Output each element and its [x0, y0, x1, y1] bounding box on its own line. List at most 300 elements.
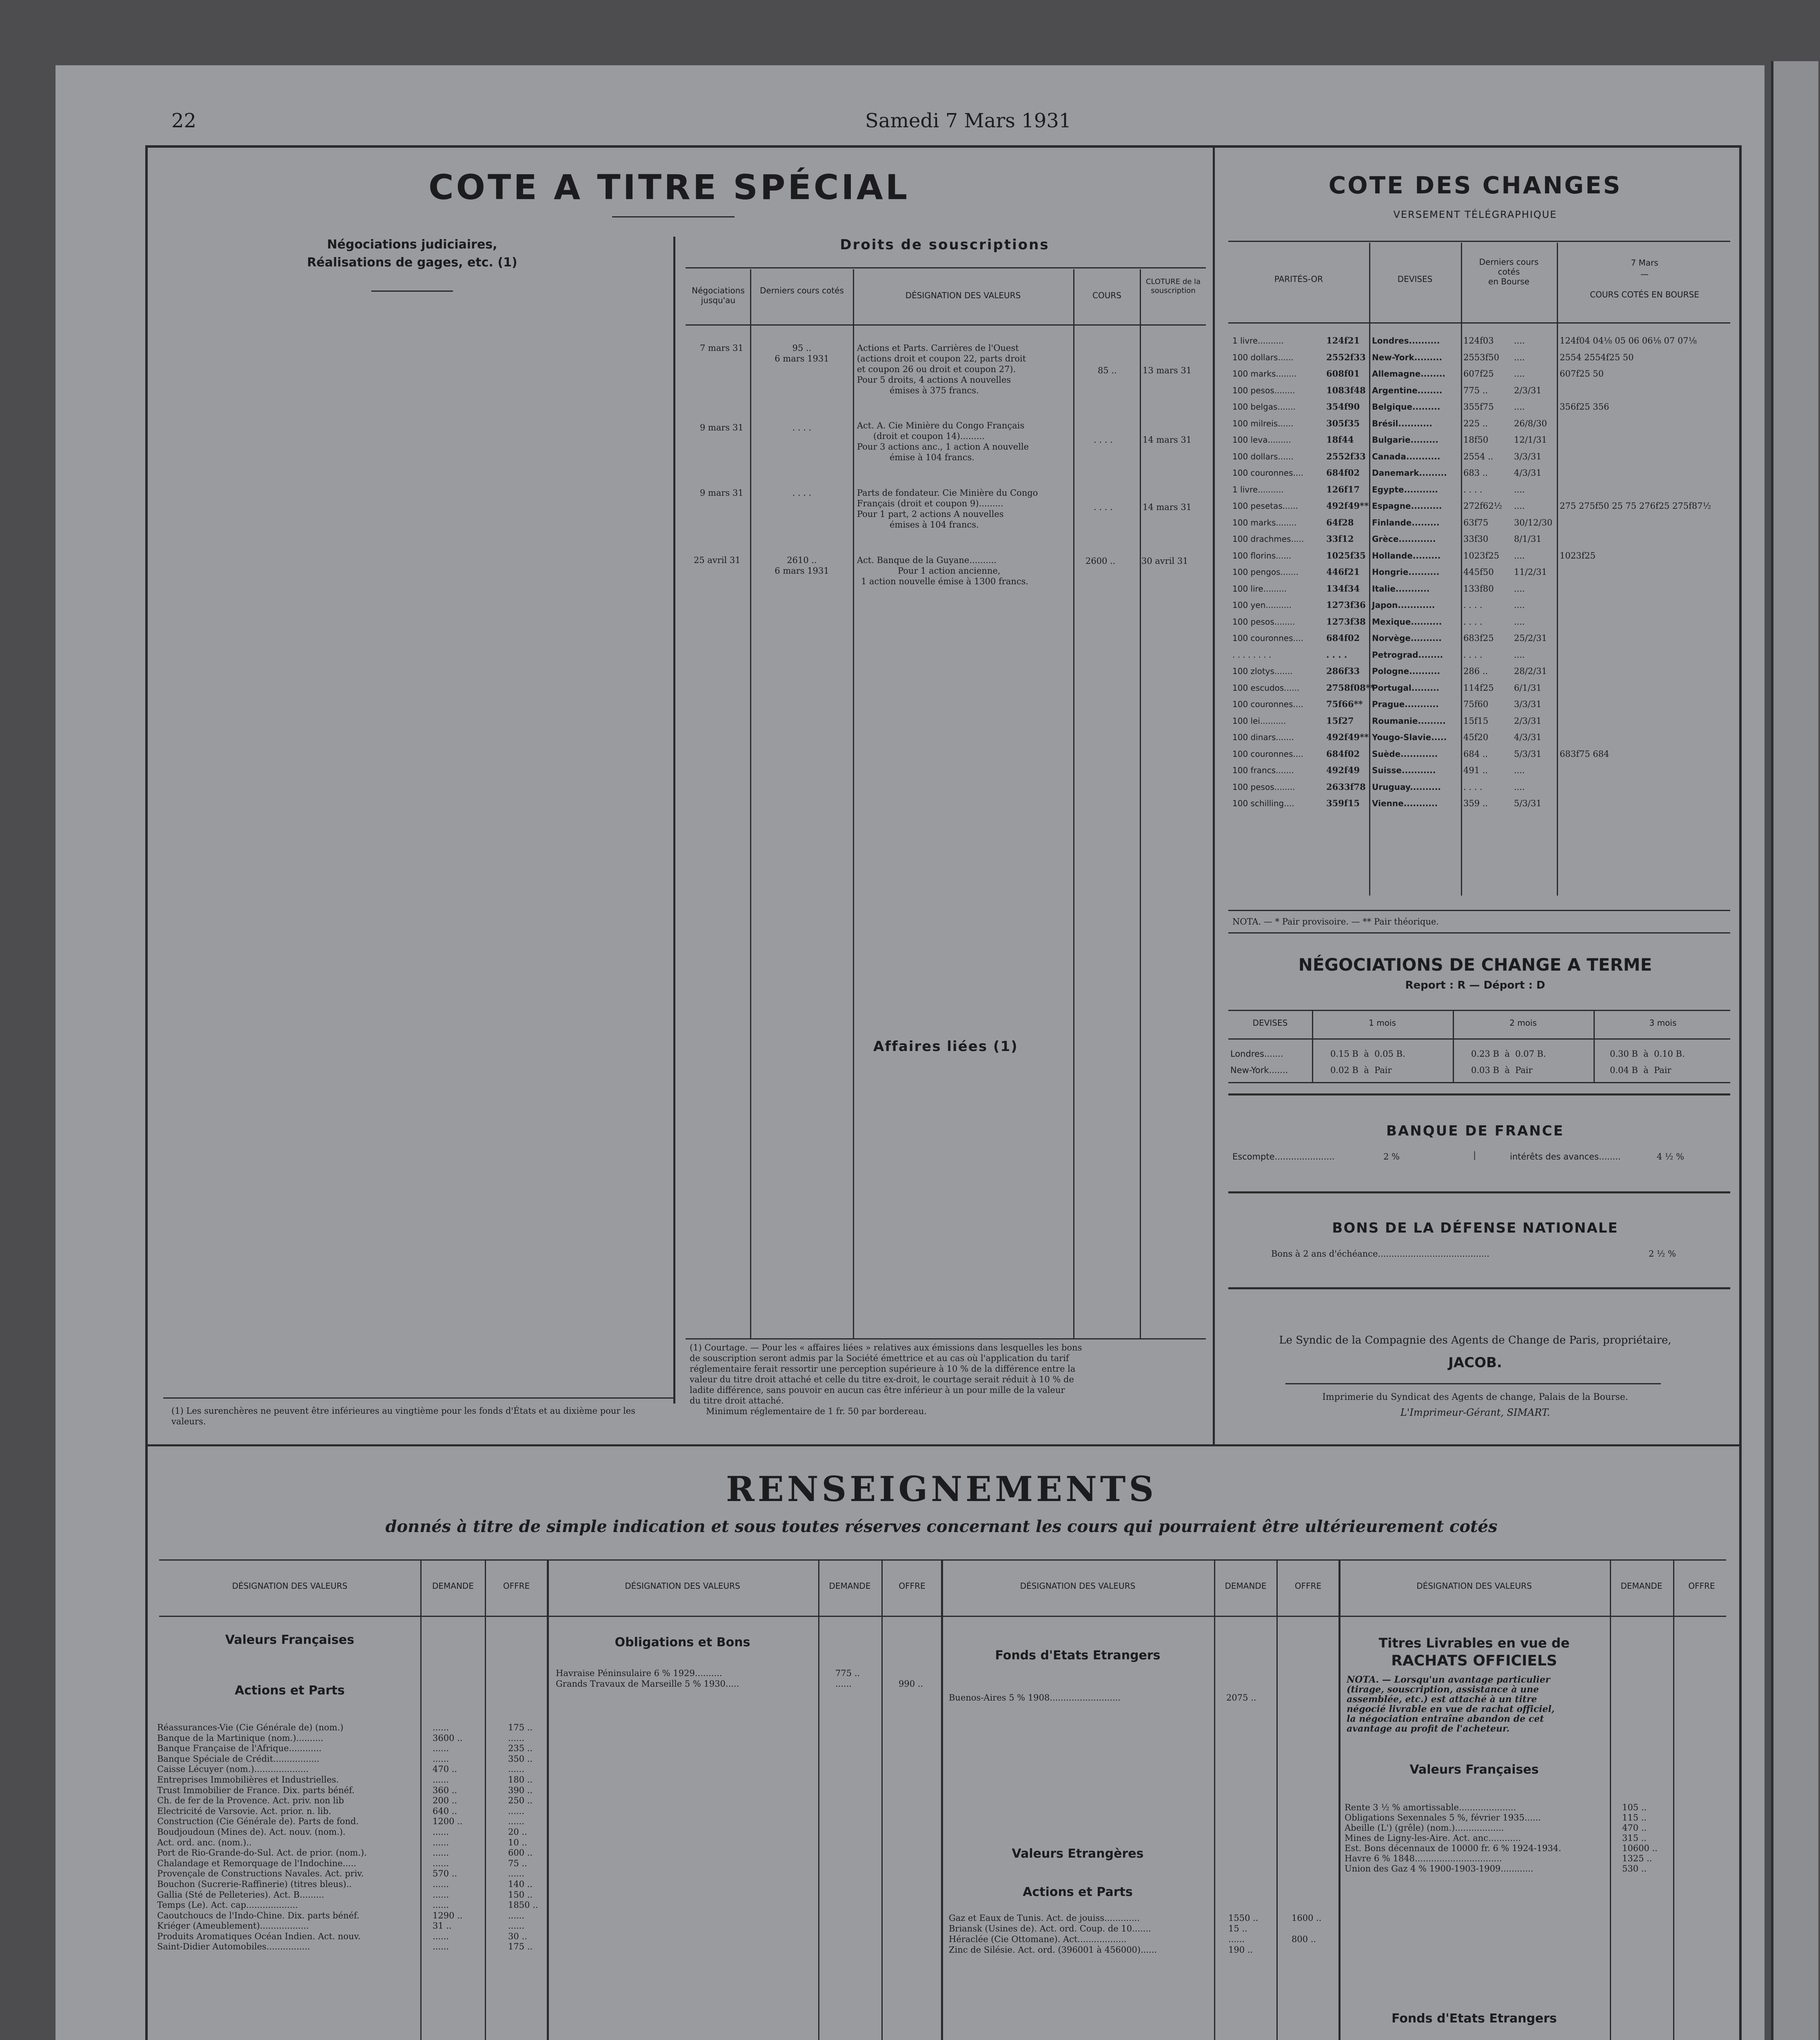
changes-dernier: 45f20: [1463, 732, 1489, 742]
list-item: [157, 1743, 545, 1754]
changes-parite: 359f15: [1326, 798, 1360, 808]
list-item: [157, 1900, 545, 1911]
changes-devise: Finlande.........: [1372, 517, 1440, 528]
changes-date: ....: [1514, 352, 1525, 362]
changes-devise: Mexique..........: [1372, 616, 1442, 627]
changes-unit: 100 milreis......: [1232, 418, 1294, 428]
changes-row: [1228, 647, 1730, 663]
list-item: [157, 1931, 545, 1942]
changes-row: [1228, 415, 1730, 432]
changes-table-body: [1228, 333, 1730, 812]
changes-parite: 354f90: [1326, 401, 1360, 412]
changes-date: ....: [1514, 583, 1525, 594]
changes-date: ....: [1514, 336, 1525, 346]
changes-date: ....: [1514, 765, 1525, 775]
list-item: [157, 1942, 545, 1952]
item-name: Abeille (L') (grêle) (nom.)..................: [1345, 1823, 1504, 1833]
col4-nota: [1347, 1675, 1608, 1734]
item-name: Obligations Sexennales 5 %, février 1935......: [1345, 1813, 1541, 1823]
list-item: [157, 1785, 545, 1796]
souscriptions-bottom-rule: [686, 1338, 1206, 1339]
designation-line: Pour 1 action ancienne,: [898, 566, 1001, 576]
item-demande: 470 ..: [433, 1764, 457, 1774]
item-name: Boudjoudoun (Mines de). Act. nouv. (nom.).: [157, 1827, 346, 1837]
changes-dernier: 75f60: [1463, 699, 1489, 709]
sousc-row4-date: 25 avril 31: [694, 555, 741, 565]
item-name: Temps (Le). Act. cap...................: [157, 1900, 298, 1910]
souscriptions-head-rule: [686, 324, 1206, 326]
imprimeur-line: L'Imprimeur-Gérant, SIMART.: [1400, 1407, 1550, 1418]
banque-escompte-value: 2 %: [1383, 1152, 1400, 1162]
section-divider: [148, 1444, 1739, 1446]
next-page-edge: [1771, 61, 1818, 2040]
col1-heading-actions: Actions et Parts: [235, 1683, 345, 1698]
changes-date: 6/1/31: [1514, 683, 1542, 693]
changes-parite: 134f34: [1326, 583, 1360, 594]
sousc-row4-cloture: 30 avril 31: [1141, 556, 1188, 566]
terme-row1-devise: Londres.......: [1230, 1049, 1283, 1059]
changes-dernier: 775 ..: [1463, 385, 1488, 395]
item-offre: 600 ..: [508, 1848, 533, 1858]
souscriptions-title: Droits de souscriptions: [840, 237, 1050, 253]
changes-dernier: 225 ..: [1463, 418, 1488, 428]
nota-line: la négociation entraîne abandon de cet: [1347, 1714, 1544, 1724]
item-name: Zinc de Silésie. Act. ord. (396001 à 456000)......: [949, 1945, 1157, 1955]
item-offre: ......: [508, 1921, 525, 1931]
item-name: Trust Immobilier de France. Dix. parts bénéf.: [157, 1785, 355, 1795]
changes-date: 4/3/31: [1514, 468, 1542, 478]
item-demande: 1325 ..: [1622, 1854, 1652, 1863]
footnote-line: valeur du titre droit attaché et celle du titre ex-droit, le courtage serait réduit à 10 % de: [690, 1375, 1074, 1384]
changes-cours: 124f04 04⅛ 05 06 06⅛ 07 07⅛: [1560, 336, 1697, 346]
changes-row: [1228, 399, 1730, 415]
item-demande: 3600 ..: [433, 1733, 463, 1743]
changes-cours: 356f25 356: [1560, 402, 1609, 412]
changes-row: [1228, 696, 1730, 713]
item-name: Banque Spéciale de Crédit.................: [157, 1754, 320, 1764]
item-offre: ......: [508, 1733, 525, 1743]
terme-col-line: [1312, 1011, 1313, 1082]
terme-row2-1mois: 0.02 B à Pair: [1330, 1065, 1392, 1075]
changes-title: COTE DES CHANGES: [1328, 171, 1622, 199]
header-line: Derniers cours: [1479, 257, 1539, 267]
changes-devise: Bulgarie.........: [1372, 435, 1438, 445]
changes-unit: 100 dollars......: [1232, 451, 1294, 461]
terme-row1-2mois: 0.23 B à 0.07 B.: [1471, 1049, 1546, 1059]
changes-parite: 126f17: [1326, 484, 1360, 494]
item-demande: 570 ..: [433, 1869, 457, 1879]
sousc-row3-cloture: 14 mars 31: [1143, 502, 1192, 512]
changes-nota: NOTA. — * Pair provisoire. — ** Pair théorique.: [1232, 917, 1439, 927]
col3-heading-valeurs: Valeurs Etrangères: [1012, 1847, 1144, 1861]
col3-heading-actions: Actions et Parts: [1023, 1885, 1133, 1899]
list-item: [157, 1723, 545, 1733]
item-demande: ......: [433, 1743, 449, 1754]
changes-devise: Hongrie..........: [1372, 567, 1440, 577]
changes-parite: 2552f33: [1326, 352, 1366, 362]
bons-rule: [1228, 1287, 1730, 1289]
changes-row: [1228, 481, 1730, 498]
nota-line: avantage au profit de l'acheteur.: [1347, 1723, 1510, 1734]
header-line: cotés: [1498, 267, 1520, 277]
item-name: Grands Travaux de Marseille 5 % 1930.....: [556, 1679, 739, 1689]
list-item: [949, 1923, 1336, 1934]
renseignements-title: RENSEIGNEMENTS: [726, 1469, 1157, 1509]
changes-devise: Londres..........: [1372, 336, 1440, 346]
terme-row2-2mois: 0.03 B à Pair: [1471, 1065, 1533, 1075]
col-header-negociations: Négociations jusqu'au: [692, 286, 745, 305]
terme-col-3mois: 3 mois: [1649, 1018, 1677, 1028]
terme-row1-3mois: 0.30 B à 0.10 B.: [1610, 1049, 1685, 1059]
changes-unit: 100 belgas.......: [1232, 402, 1296, 412]
terme-head-rule: [1228, 1038, 1730, 1040]
changes-row: [1228, 514, 1730, 531]
nota-line: (tirage, souscription, assistance à une: [1347, 1684, 1539, 1695]
rens-section-line: [941, 1561, 943, 2040]
changes-devise: Portugal.........: [1372, 683, 1440, 693]
designation-line: émises à 375 francs.: [890, 386, 979, 395]
item-offre: 150 ..: [508, 1889, 533, 1900]
item-name: Réassurances-Vie (Cie Générale de) (nom.): [157, 1723, 344, 1732]
sousc-row1-dernier-date: 6 mars 1931: [775, 354, 829, 364]
rens-col3-header: DÉSIGNATION DES VALEURS: [1020, 1581, 1136, 1591]
item-name: Héraclée (Cie Ottomane). Act..................: [949, 1934, 1127, 1944]
list-item: [157, 1890, 545, 1900]
list-item: [157, 1775, 545, 1785]
surencheres-footnote: (1) Les surenchères ne peuvent être inférieures au vingtième pour les fonds d'États et au dixième pour les valeurs.: [171, 1406, 635, 1426]
item-name: Provençale de Constructions Navales. Act. priv.: [157, 1869, 364, 1879]
courtage-footnote: [690, 1342, 1208, 1417]
changes-dernier: 355f75: [1463, 402, 1494, 412]
changes-date: ....: [1514, 484, 1525, 494]
item-offre: 350 ..: [508, 1754, 533, 1764]
item-demande: ......: [433, 1879, 449, 1889]
changes-devise: Hollande.........: [1372, 550, 1441, 561]
changes-unit: 100 escudos......: [1232, 683, 1300, 693]
item-demande: 2075 ..: [1226, 1693, 1256, 1703]
item-demande: 115 ..: [1622, 1813, 1647, 1823]
changes-devise: Danemark.........: [1372, 468, 1447, 478]
changes-parite: 286f33: [1326, 666, 1360, 676]
changes-row: [1228, 795, 1730, 812]
title-rule: [612, 216, 735, 217]
item-name: Saint-Didier Automobiles................: [157, 1942, 310, 1952]
list-item: [157, 1733, 545, 1744]
changes-row: [1228, 366, 1730, 382]
changes-unit: . . . . . . . .: [1232, 650, 1272, 660]
changes-row: [1228, 762, 1730, 779]
bons-title: BONS DE LA DÉFENSE NATIONALE: [1332, 1220, 1618, 1236]
list-item: [157, 1858, 545, 1869]
item-name: Act. ord. anc. (nom.)..: [157, 1837, 252, 1847]
changes-date: 4/3/31: [1514, 732, 1542, 742]
imprimerie-line: Imprimerie du Syndicat des Agents de change, Palais de la Bourse.: [1322, 1392, 1628, 1402]
changes-devise: Espagne..........: [1372, 501, 1442, 511]
sousc-row4-cours: 2600 ..: [1085, 556, 1116, 566]
item-name: Mines de Ligny-les-Aire. Act. anc............: [1345, 1833, 1521, 1843]
designation-line: émise à 104 francs.: [890, 452, 974, 462]
changes-dernier: 286 ..: [1463, 666, 1488, 676]
changes-devise: Belgique.........: [1372, 402, 1440, 412]
banque-escompte-label: Escompte......................: [1232, 1152, 1335, 1162]
changes-devise: Brésil...........: [1372, 418, 1432, 428]
footnote-line: (1) Courtage. — Pour les « affaires liées » relatives aux émissions dans lesquelles les bons: [690, 1343, 1082, 1353]
list-item: [1345, 1854, 1732, 1864]
page-number: 22: [171, 109, 197, 132]
changes-unit: 100 florins......: [1232, 550, 1292, 561]
designation-line: Act. A. Cie Minière du Congo Français: [857, 421, 1025, 430]
changes-date: 30/12/30: [1514, 517, 1553, 528]
changes-parite: 33f12: [1326, 534, 1354, 544]
list-item: [949, 1945, 1336, 1955]
item-demande: ......: [433, 1848, 449, 1858]
changes-row: [1228, 713, 1730, 730]
sousc-row1-dernier: [753, 343, 851, 364]
terme-col-line: [1453, 1011, 1454, 1082]
col-header-derniers-cours: [1463, 257, 1555, 286]
col-header-derniers: Derniers cours cotés: [760, 286, 844, 295]
changes-parite: 2552f33: [1326, 451, 1366, 461]
souscriptions-col-line: [750, 269, 751, 1338]
item-offre: ......: [508, 1806, 525, 1816]
item-offre: ......: [508, 1816, 525, 1827]
rens-col2-demande: DEMANDE: [829, 1581, 871, 1591]
list-item: [556, 1668, 939, 1679]
changes-unit: 100 couronnes....: [1232, 633, 1303, 643]
changes-parite: 446f21: [1326, 567, 1360, 577]
item-offre: 175 ..: [508, 1723, 533, 1732]
bons-value: 2 ½ %: [1649, 1249, 1676, 1259]
terme-col-1mois: 1 mois: [1369, 1018, 1396, 1028]
changes-date: 3/3/31: [1514, 451, 1542, 461]
sousc-row3-designation: [857, 488, 1071, 530]
item-demande: ......: [433, 1723, 449, 1732]
item-name: Kriéger (Ameublement)..................: [157, 1921, 309, 1931]
rens-col-line: [818, 1561, 819, 2040]
changes-unit: 100 marks........: [1232, 369, 1297, 379]
sousc-row3-date: 9 mars 31: [700, 488, 744, 498]
rens-col3-demande: DEMANDE: [1225, 1581, 1267, 1591]
changes-dernier: 63f75: [1463, 517, 1489, 528]
changes-unit: 100 marks........: [1232, 517, 1297, 528]
changes-date: 11/2/31: [1514, 567, 1547, 577]
item-name: Caoutchoucs de l'Indo-Chine. Dix. parts bénéf.: [157, 1910, 360, 1920]
terme-row1-1mois: 0.15 B à 0.05 B.: [1330, 1049, 1405, 1059]
changes-unit: 100 pesetas......: [1232, 501, 1298, 511]
syndic-name: JACOB.: [1448, 1355, 1502, 1371]
changes-unit: 100 drachmes.....: [1232, 534, 1304, 544]
designation-line: Pour 1 part, 2 actions A nouvelles: [857, 509, 1004, 519]
item-demande: ......: [433, 1931, 449, 1941]
footnote-line: réglementaire ferait ressortir une perception supérieure à 10 % de la différence entre la: [690, 1364, 1076, 1374]
list-item: [157, 1806, 545, 1817]
rens-col4-offre: OFFRE: [1688, 1581, 1715, 1591]
col4-heading-rachats: RACHATS OFFICIELS: [1391, 1652, 1557, 1669]
changes-row: [1228, 564, 1730, 581]
changes-subtitle: VERSEMENT TÉLÉGRAPHIQUE: [1393, 209, 1557, 220]
item-demande: ......: [433, 1900, 449, 1910]
changes-cours: 607f25 50: [1560, 369, 1604, 379]
item-offre: 390 ..: [508, 1785, 533, 1795]
item-name: Havraise Péninsulaire 6 % 1929..........: [556, 1668, 722, 1678]
changes-parite: 18f44: [1326, 435, 1354, 445]
changes-row: [1228, 531, 1730, 548]
changes-dernier: 133f80: [1463, 583, 1494, 594]
changes-parite: 305f35: [1326, 418, 1360, 428]
banque-rule: [1228, 1191, 1730, 1193]
changes-date: ....: [1514, 600, 1525, 610]
item-offre: 1600 ..: [1292, 1913, 1322, 1923]
changes-devise: Uruguay..........: [1372, 782, 1441, 792]
footnote-line: Minimum réglementaire de 1 fr. 50 par bordereau.: [706, 1406, 927, 1416]
col-header-cloture: CLOTURE de la souscription: [1145, 277, 1201, 295]
rens-col2-header: DÉSIGNATION DES VALEURS: [625, 1581, 740, 1591]
syndic-line: Le Syndic de la Compagnie des Agents de Change de Paris, propriétaire,: [1279, 1334, 1671, 1346]
header-line: en Bourse: [1488, 277, 1529, 286]
col-header-cours: COURS: [1092, 290, 1121, 300]
terme-top-rule: [1228, 1010, 1730, 1011]
changes-devise: Roumanie.........: [1372, 716, 1446, 726]
sousc-row3-cours: . . . .: [1094, 502, 1113, 512]
item-name: Bouchon (Sucrerie-Raffinerie) (titres bleus)..: [157, 1879, 352, 1889]
bons-label: Bons à 2 ans d'échéance.........................................: [1271, 1249, 1490, 1259]
item-name: Est. Bons décennaux de 10000 fr. 6 % 1924-1934.: [1345, 1843, 1561, 1853]
souscriptions-top-rule: [686, 267, 1206, 268]
item-offre: 75 ..: [508, 1858, 527, 1868]
item-demande: 1290 ..: [433, 1910, 463, 1920]
col4-heading-titres: Titres Livrables en vue de: [1378, 1635, 1570, 1651]
list-item: [949, 1934, 1336, 1945]
changes-dernier: . . . .: [1463, 616, 1483, 627]
changes-dernier: 683f25: [1463, 633, 1494, 643]
changes-top-rule: [1228, 241, 1730, 242]
changes-devise: Egypte...........: [1372, 484, 1438, 494]
changes-dernier: 445f50: [1463, 567, 1494, 577]
cote-titre-title: COTE A TITRE SPÉCIAL: [428, 167, 910, 207]
changes-parite: 1025f35: [1326, 550, 1366, 561]
item-demande: 640 ..: [433, 1806, 457, 1816]
col3-list-actions: [949, 1913, 1336, 1955]
col3-list-fonds: [949, 1692, 1336, 1703]
changes-cours: 2554 2554f25 50: [1560, 352, 1634, 362]
col-header-designation: DÉSIGNATION DES VALEURS: [905, 290, 1021, 300]
designation-line: émises à 104 francs.: [890, 520, 979, 530]
terme-bottom-rule: [1228, 1082, 1730, 1083]
changes-row: [1228, 382, 1730, 399]
changes-date: ....: [1514, 369, 1525, 379]
changes-date: 28/2/31: [1514, 666, 1547, 676]
changes-parite: 492f49: [1326, 765, 1360, 775]
changes-date: ....: [1514, 782, 1525, 792]
item-demande: ......: [433, 1942, 449, 1952]
rens-col1-demande: DEMANDE: [432, 1581, 474, 1591]
item-name: Union des Gaz 4 % 1900-1903-1909............: [1345, 1864, 1534, 1874]
rens-col-line: [1673, 1561, 1674, 2040]
changes-cours: 1023f25: [1560, 550, 1596, 561]
changes-dernier: 272f62½: [1463, 501, 1502, 511]
col2-list: [556, 1668, 939, 1689]
list-item: [157, 1838, 545, 1848]
negociations-line-2: Réalisations de gages, etc. (1): [307, 255, 517, 270]
col-header-devises: DEVISES: [1397, 274, 1433, 284]
item-offre: 1850 ..: [508, 1900, 538, 1910]
item-demande: 200 ..: [433, 1796, 457, 1806]
changes-row: [1228, 333, 1730, 349]
item-demande: 15 ..: [1228, 1924, 1247, 1934]
sousc-row4-dernier-date: 6 mars 1931: [775, 566, 829, 576]
item-name: Port de Rio-Grande-do-Sul. Act. de prior. (nom.).: [157, 1848, 367, 1858]
list-item: [157, 1754, 545, 1765]
changes-devise: Italie...........: [1372, 583, 1430, 594]
syndic-rule: [1285, 1383, 1661, 1384]
rens-col3-offre: OFFRE: [1294, 1581, 1322, 1591]
changes-cours: 275 275f50 25 75 276f25 275f87½: [1560, 501, 1711, 511]
changes-parite: 1083f48: [1326, 385, 1366, 395]
changes-parite: 684f02: [1326, 748, 1360, 759]
designation-line: Pour 3 actions anc., 1 action A nouvelle: [857, 442, 1029, 452]
item-demande: ......: [433, 1889, 449, 1900]
changes-devise: Prague...........: [1372, 699, 1439, 709]
list-item: [157, 1911, 545, 1921]
item-name: Briansk (Usines de). Act. ord. Coup. de 10.......: [949, 1924, 1151, 1934]
changes-devise: Allemagne........: [1372, 369, 1445, 379]
changes-unit: 100 couronnes....: [1232, 749, 1303, 759]
item-demande: 1200 ..: [433, 1816, 463, 1827]
changes-row: [1228, 597, 1730, 614]
footnote-line: ladite différence, sans pouvoir en aucun cas être inférieur à un pour mille de la valeur: [690, 1385, 1065, 1395]
item-name: Chalandage et Remorquage de l'Indochine.....: [157, 1858, 357, 1868]
item-demande: ......: [433, 1754, 449, 1764]
designation-line: (actions droit et coupon 22, parts droit: [857, 354, 1026, 364]
changes-row: [1228, 581, 1730, 597]
changes-parite: 492f49**: [1326, 732, 1369, 742]
item-demande: 360 ..: [433, 1785, 457, 1795]
list-item: [157, 1764, 545, 1775]
item-demande: ......: [433, 1858, 449, 1868]
changes-dernier: . . . .: [1463, 484, 1483, 494]
changes-unit: 100 pengos.......: [1232, 567, 1299, 577]
list-item: [157, 1869, 545, 1879]
changes-devise: Petrograd........: [1372, 650, 1443, 660]
item-offre: ......: [508, 1764, 525, 1774]
changes-unit: 100 dollars......: [1232, 352, 1294, 362]
sousc-row2-cloture: 14 mars 31: [1143, 435, 1192, 445]
col4-list-valeurs: [1345, 1803, 1732, 1874]
changes-dernier: 684 ..: [1463, 749, 1488, 759]
changes-row: [1228, 498, 1730, 514]
designation-line: Pour 5 droits, 4 actions A nouvelles: [857, 375, 1011, 385]
changes-parite: . . . .: [1326, 649, 1347, 660]
sousc-row2-designation: [857, 420, 1071, 463]
changes-parite: 1273f38: [1326, 616, 1366, 627]
list-item: [949, 1692, 1336, 1703]
nota-line: négocié livrable en vue de rachat officiel,: [1347, 1704, 1555, 1714]
changes-nota-rule: [1228, 932, 1730, 934]
item-demande: ......: [1228, 1934, 1245, 1944]
changes-unit: 100 couronnes....: [1232, 468, 1303, 478]
sousc-row2-date: 9 mars 31: [700, 423, 744, 432]
nota-line: NOTA. — Lorsqu'un avantage particulier: [1347, 1674, 1550, 1685]
rens-col1-header: DÉSIGNATION DES VALEURS: [232, 1581, 348, 1591]
sousc-row1-dernier-value: 95 ..: [792, 343, 812, 353]
changes-dernier: . . . .: [1463, 600, 1483, 610]
designation-line: Actions et Parts. Carrières de l'Ouest: [857, 343, 1019, 353]
footnote-rule: [163, 1397, 673, 1399]
list-item: [949, 1913, 1336, 1923]
list-item: [157, 1827, 545, 1838]
souscriptions-col-line: [853, 269, 854, 1338]
renseignements-subtitle: donnés à titre de simple indication et sous toutes réserves concernant les cours qui pourraient être ultérieurement cotés: [385, 1517, 1498, 1536]
